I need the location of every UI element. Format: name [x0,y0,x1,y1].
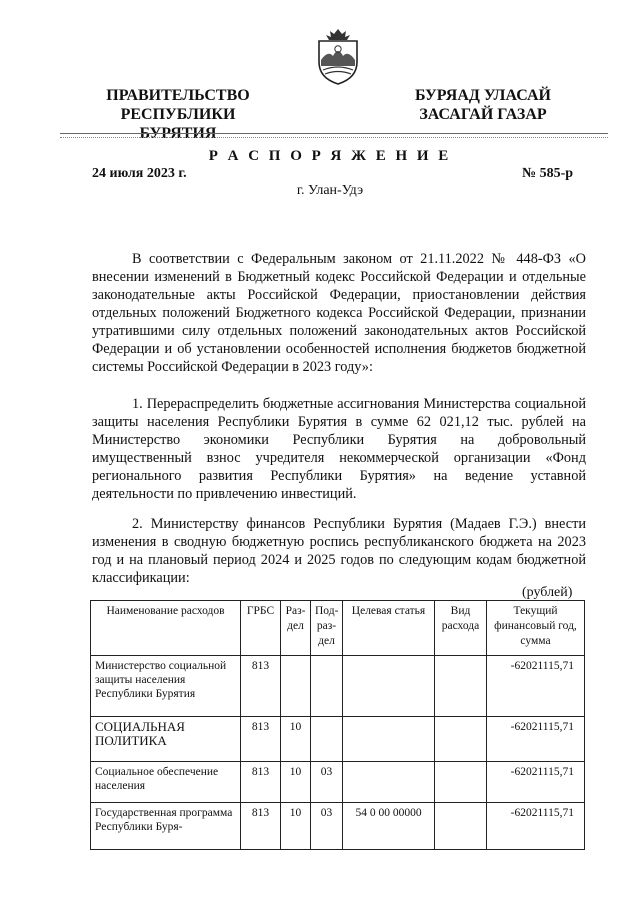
cell-target [343,656,435,717]
cell-target [343,717,435,762]
cell-vid [435,762,487,803]
intro-paragraph: В соответствии с Федеральным законом от 21.11.2022 № 448-ФЗ «О внесении изменений в Бюджетный кодекс Российской Федерации и отдельные законодательные акты Российской Федерации, приостановлении действия отдельных положений Бюджетного кодекса Российской Федерации, признании утратившими силу отдельных положений законодательных актов Российской Федерации и об установлении особенностей исполнения бюджетов бюджетной системы Российской Федерации в 2023 году»: [92,251,586,375]
table-row [91,656,585,717]
cell-grbs: 813 [241,803,281,850]
cell-name: Министерство социальной защиты населения Республики Бурятия [91,656,241,717]
cell-podrazdel: 03 [311,762,343,803]
currency-unit-label: (рублей) [522,585,573,600]
cell-sum: -62021115,71 [487,762,585,803]
header-razdel: Раз-дел [281,601,311,656]
header-left-line2: РЕСПУБЛИКИ БУРЯТИЯ [120,106,236,142]
cell-vid [435,717,487,762]
table-row [91,717,585,762]
item-1-paragraph: 1. Перераспределить бюджетные ассигнования Министерства социальной защиты населения Республики Бурятия в сумме 62 021,12 тыс. рублей на Министерство экономики Республики Бурятия на добровольный имущественный взнос учредителя некоммерческой организации «Фонд регионального развития Республики Бурятия» на ведение уставной деятельности по привлечению инвестиций. [92,396,586,502]
cell-razdel: 10 [281,803,311,850]
cell-sum: -62021115,71 [487,717,585,762]
header-left-line1: ПРАВИТЕЛЬСТВО [106,87,250,104]
cell-vid [435,803,487,850]
table-row [91,803,585,850]
cell-podrazdel: 03 [311,803,343,850]
cell-grbs: 813 [241,656,281,717]
cell-sum: -62021115,71 [487,656,585,717]
cell-podrazdel [311,656,343,717]
table-row [91,762,585,803]
document-number: № 585-р [522,166,574,181]
header-podrazdel: Под-раз-дел [311,601,343,656]
header-right-line1: БУРЯАД УЛАСАЙ [415,87,551,104]
header-grbs: ГРБС [241,601,281,656]
cell-razdel: 10 [281,762,311,803]
cell-vid [435,656,487,717]
government-name-buryat [408,86,558,124]
header-target: Целевая статья [343,601,435,656]
header-name: Наименование расходов [91,601,241,656]
document-date: 24 июля 2023 г. [92,166,187,181]
cell-razdel [281,656,311,717]
coat-of-arms-emblem [312,26,364,86]
document-title: Р А С П О Р Я Ж Е Н И Е [208,148,452,164]
cell-grbs: 813 [241,762,281,803]
header-sum: Текущий финансовый год, сумма [487,601,585,656]
government-name-russian [88,86,268,143]
cell-name: Социальное обеспечение населения [91,762,241,803]
cell-name: СОЦИАЛЬНАЯ ПОЛИТИКА [91,717,241,762]
header-divider-dotted [60,137,608,138]
cell-grbs: 813 [241,717,281,762]
header-divider [60,133,608,134]
budget-table [90,600,585,850]
table-header-row [91,601,585,656]
header-vid: Вид расхода [435,601,487,656]
cell-podrazdel [311,717,343,762]
cell-razdel: 10 [281,717,311,762]
cell-sum: -62021115,71 [487,803,585,850]
document-city: г. Улан-Удэ [296,183,364,198]
cell-target: 54 0 00 00000 [343,803,435,850]
item-2-paragraph: 2. Министерству финансов Республики Бурятия (Мадаев Г.Э.) внести изменения в сводную бюджетную роспись республиканского бюджета на 2023 год и на плановый период 2024 и 2025 годов по следующим кодам бюджетной классификации: [92,516,586,586]
cell-name: Государственная программа Республики Буря- [91,803,241,850]
header-right-line2: ЗАСАГАЙ ГАЗАР [419,106,547,123]
cell-target [343,762,435,803]
